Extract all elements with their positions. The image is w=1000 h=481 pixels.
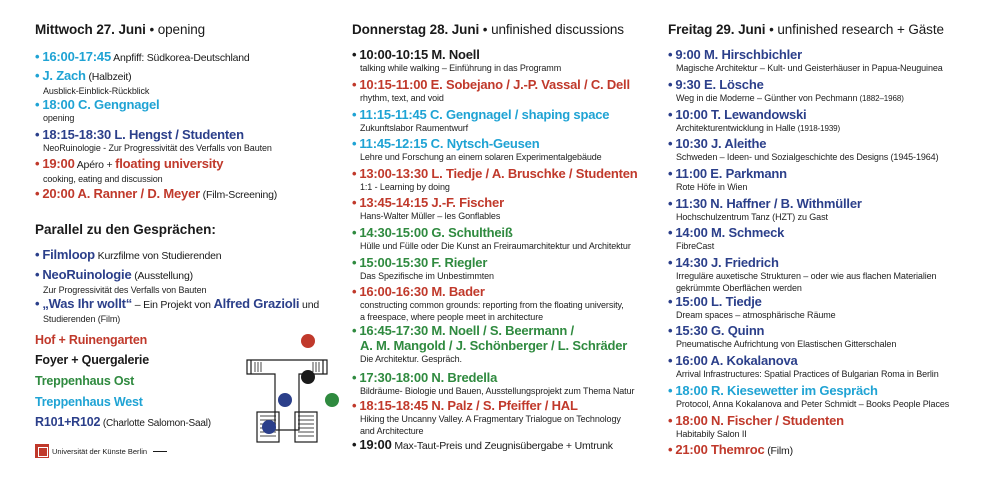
list-item: • 10:30 J. Aleithe Schweden – Ideen- und Sozialgeschichte des Designs (1945-1964) — [668, 136, 939, 162]
udk-logo-icon — [35, 444, 49, 458]
list-item: • „Was Ihr wollt“ – Ein Projekt von Alfred Grazioli und Studierenden (Film) — [35, 296, 319, 324]
list-item: • 16:00-16:30 M. Bader constructing common grounds: reporting from the floating university, a freespace, where people meet in architecture — [352, 284, 624, 322]
list-item: • 11:15-11:45 C. Gengnagel / shaping space Zukunftslabor Raumentwurf — [352, 107, 610, 133]
list-item: • 18:15-18:45 N. Palz / S. Pfeiffer / HAL Hiking the Uncanny Valley. A Fragmentary Trialogue on Technology and Architecture — [352, 398, 621, 436]
list-item: • 19:00 Apéro + floating university cooking, eating and discussion — [35, 156, 224, 184]
list-item: • 9:30 E. Lösche Weg in die Moderne – Günther von Pechmann (1882–1968) — [668, 77, 904, 103]
list-item: • J. Zach (Halbzeit) Ausblick-Einblick-Rückblick — [35, 68, 150, 96]
list-item: • 18:00 R. Kiesewetter im Gespräch Protocol, Anna Kokalanova and Peter Schmidt – Books People Places — [668, 383, 950, 409]
list-item: • 13:45-14:15 J.-F. Fischer Hans-Walter Müller – les Gonflables — [352, 195, 504, 221]
list-item: • Filmloop Kurzfilme von Studierenden — [35, 247, 222, 262]
list-item: • 11:45-12:15 C. Nytsch-Geusen Lehre und Forschung an einem solaren Experimentalgebäude — [352, 136, 602, 162]
list-item: • 9:00 M. Hirschbichler Magische Architektur – Kult- und Geisterhäuser in Papua-Neuguinea — [668, 47, 943, 73]
list-item: • 21:00 Themroc (Film) — [668, 442, 793, 457]
floor-plan — [227, 330, 347, 450]
parallel-heading: Parallel zu den Gesprächen: — [35, 222, 216, 237]
list-item: • 18:00 C. Gengnagel opening — [35, 97, 160, 123]
udk-logo: Universität der Künste Berlin — [35, 444, 167, 458]
list-item: • 19:00 Max-Taut-Preis und Zeugnisübergabe + Umtrunk — [352, 437, 613, 452]
day-heading-wednesday: Mittwoch 27. Juni • opening — [35, 22, 206, 37]
location-treppenhaus-west: Treppenhaus West — [35, 395, 143, 409]
list-item: • 15:30 G. Quinn Pneumatische Aufrichtung von Elastischen Gitterschalen — [668, 323, 897, 349]
list-item: • 18:15-18:30 L. Hengst / Studenten NeoRuinologie - Zur Progressivität des Verfalls von Bauten — [35, 127, 272, 153]
list-item: • 17:30-18:00 N. Bredella Bildräume- Biologie und Bauen, Ausstellungsprojekt zum Thema Natur — [352, 370, 635, 396]
list-item: • 16:45-17:30 M. Noell / S. Beermann / A. M. Mangold / J. Schönberger / L. Schräder Die Architektur. Gespräch. — [352, 323, 628, 364]
location-r101: R101+R102 (Charlotte Salomon-Saal) — [35, 415, 211, 429]
list-item: • 15:00 L. Tiedje Dream spaces – atmosphärische Räume — [668, 294, 836, 320]
location-hof: Hof + Ruinengarten — [35, 333, 148, 347]
list-item: • 14:00 M. Schmeck FibreCast — [668, 225, 785, 251]
location-foyer: Foyer + Quergalerie — [35, 353, 149, 367]
list-item: • 10:15-11:00 E. Sobejano / J.-P. Vassal / C. Dell rhythm, text, and void — [352, 77, 630, 103]
list-item: • 11:30 N. Haffner / B. Withmüller Hochschulzentrum Tanz (HZT) zu Gast — [668, 196, 862, 222]
list-item: • 20:00 A. Ranner / D. Meyer (Film-Screening) — [35, 186, 278, 201]
list-item: • 16:00 A. Kokalanova Arrival Infrastructures: Spatial Practices of Bulgarian Roma in Berlin — [668, 353, 939, 379]
list-item: • 16:00-17:45 Anpfiff: Südkorea-Deutschland — [35, 49, 250, 64]
list-item: • 11:00 E. Parkmann Rote Höfe in Wien — [668, 166, 787, 192]
list-item: • 10:00 T. Lewandowski Architekturentwicklung in Halle (1918-1939) — [668, 107, 841, 133]
list-item: • 15:00-15:30 F. Riegler Das Spezifische im Unbestimmten — [352, 255, 494, 281]
location-treppenhaus-ost: Treppenhaus Ost — [35, 374, 135, 388]
day-heading-thursday: Donnerstag 28. Juni • unfinished discussions — [352, 22, 624, 37]
list-item: • 14:30-15:00 G. Schultheiß Hülle und Fülle oder Die Kunst an Freiraumarchitektur und Architektur — [352, 225, 631, 251]
list-item: • 18:00 N. Fischer / Studenten Habitabily Salon II — [668, 413, 844, 439]
list-item: • 13:00-13:30 L. Tiedje / A. Bruschke / Studenten 1:1 - Learning by doing — [352, 166, 638, 192]
list-item: • NeoRuinologie (Ausstellung) Zur Progressivität des Verfalls von Bauten — [35, 267, 207, 295]
day-heading-friday: Freitag 29. Juni • unfinished research + Gäste — [668, 22, 944, 37]
list-item: • 10:00-10:15 M. Noell talking while walking – Einführung in das Programm — [352, 47, 562, 73]
list-item: • 14:30 J. Friedrich Irreguläre auxetische Strukturen – oder wie aus flachen Materialien gekrümmte Oberflächen werden — [668, 255, 937, 293]
